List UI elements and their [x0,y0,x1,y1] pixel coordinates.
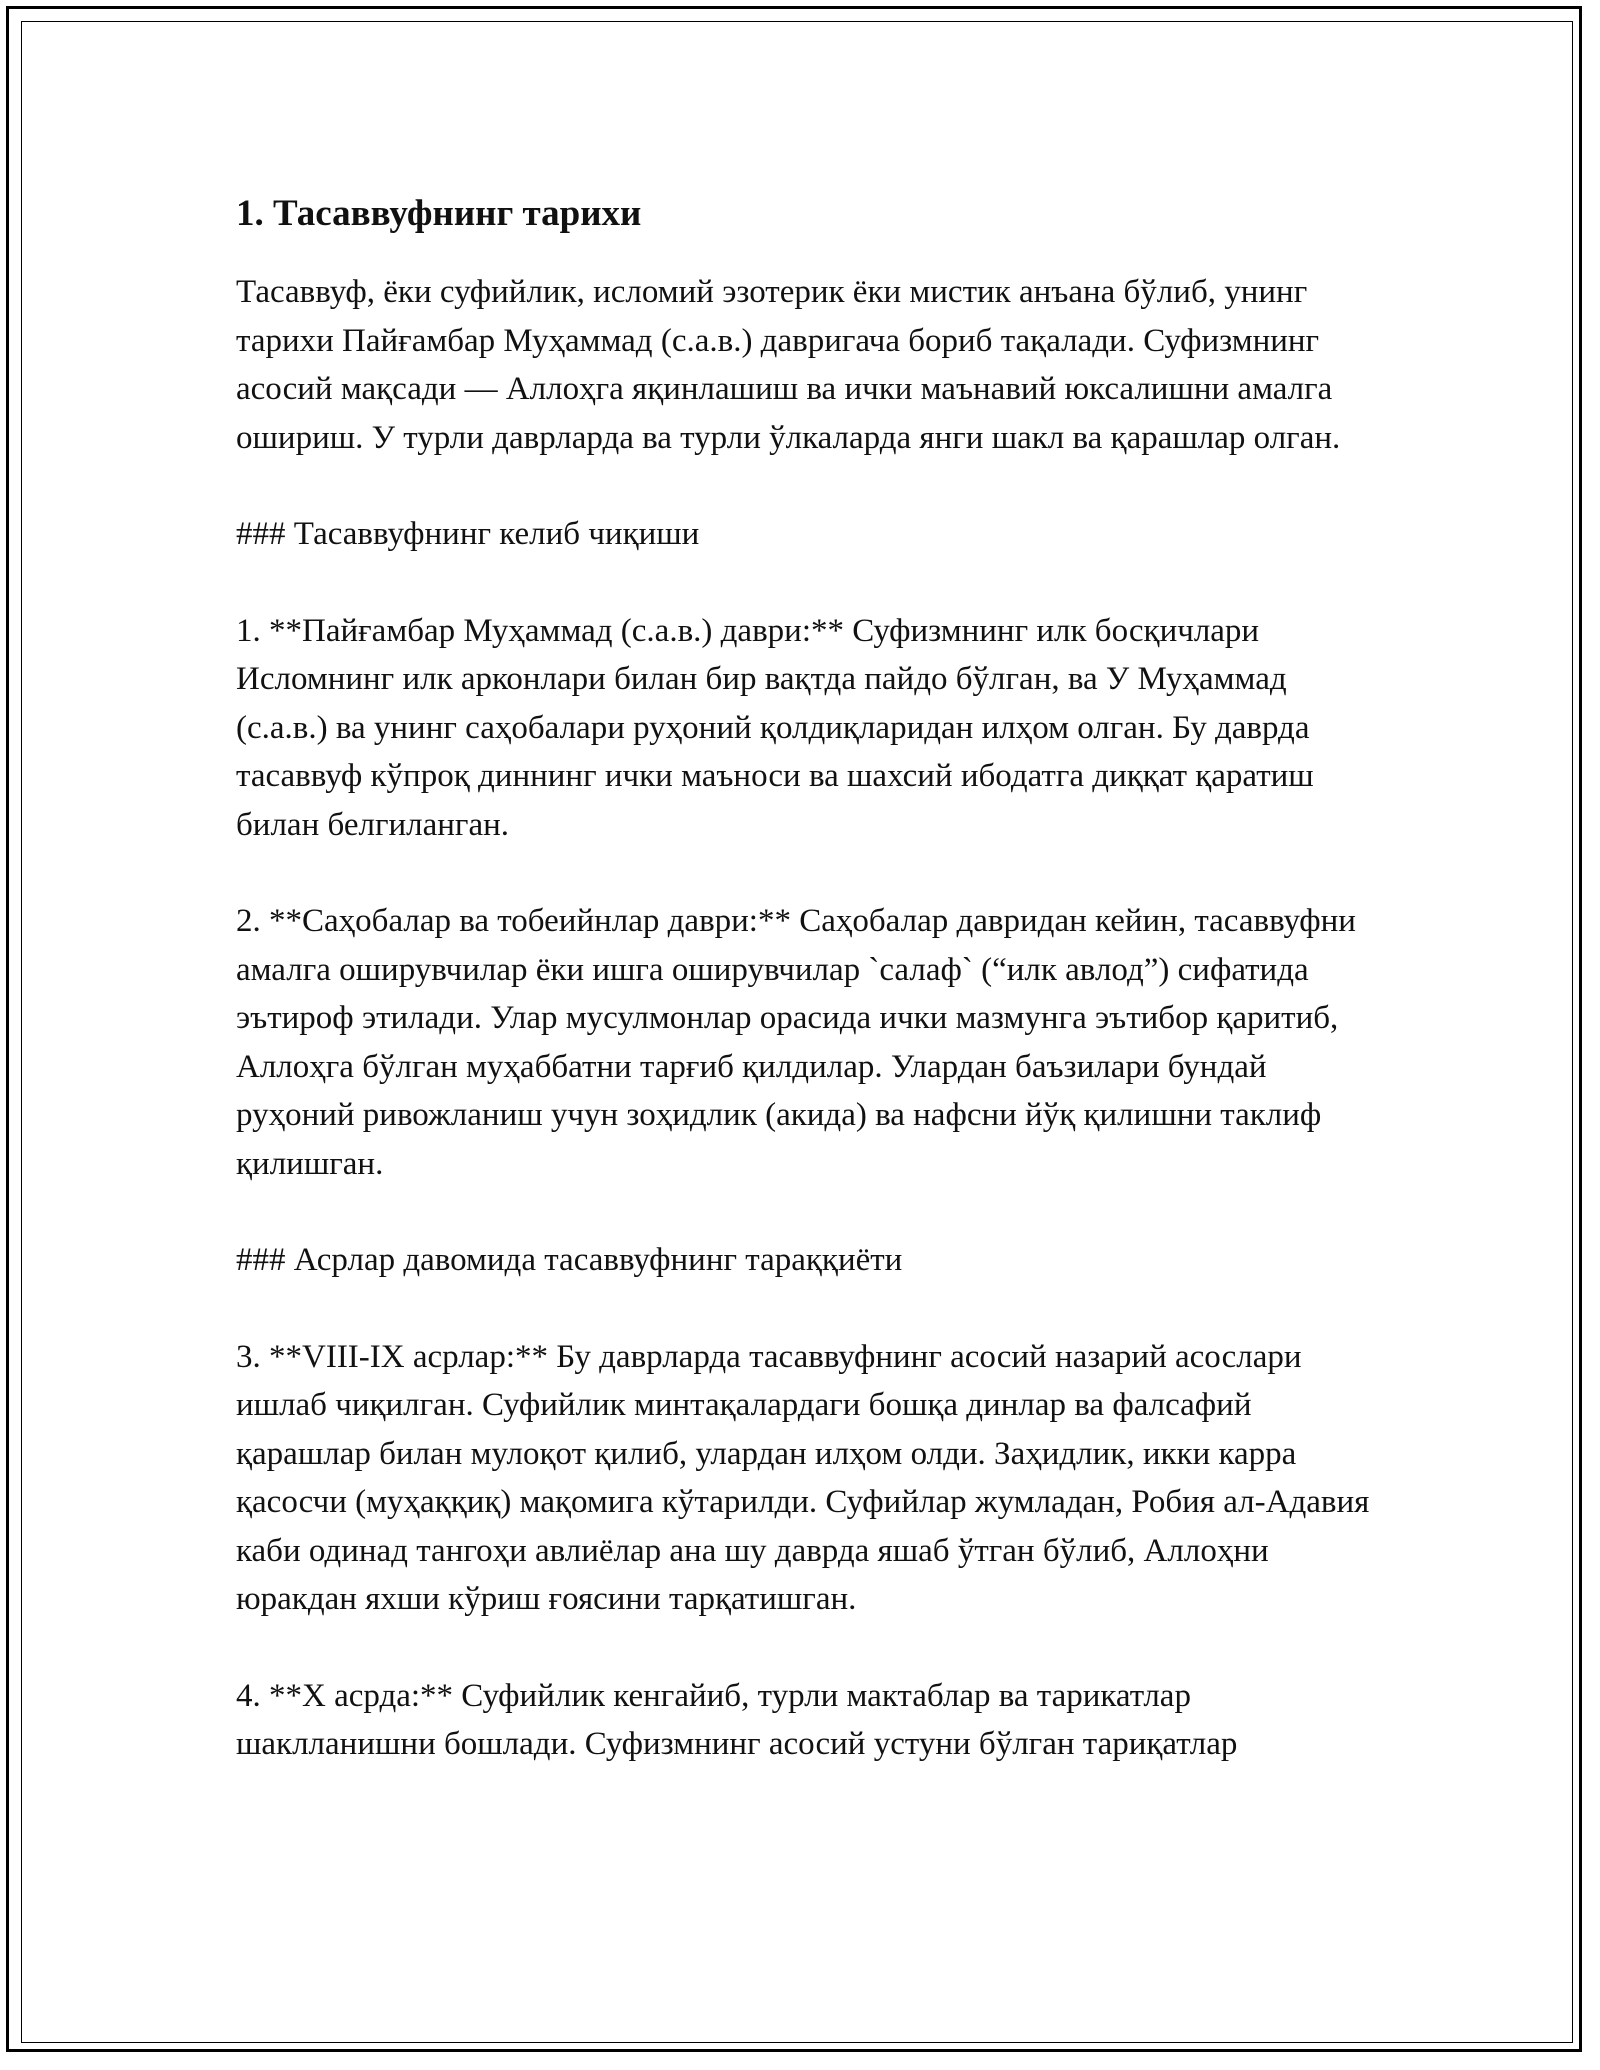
document-title: 1. Тасаввуфнинг тарихи [236,193,642,234]
list-item-1: 1. **Пайғамбар Муҳаммад (с.а.в.) даври:** Суфизмнинг илк босқичлари Исломнинг илк арконлари билан бир вақтда пайдо бўлган, ва У Муҳаммад (с.а.в.) ва унинг саҳобалари руҳоний қолдиқларидан илҳом олган. Бу даврда тасаввуф кўпроқ диннинг ички маъноси ва шахсий ибодатга диққат қаратиш билан белгиланган. [236,612,1314,843]
paragraph-gap [236,1285,1376,1333]
list-item-4: 4. **X асрда:** Суфийлик кенгайиб, турли мактаблар ва тарикатлар шаклланишни бошлади. Суфизмнинг асосий устуни бўлган тариқатлар [236,1677,1238,1762]
document-body [236,186,1376,1769]
paragraph-gap [236,559,1376,607]
paragraph-gap [236,1188,1376,1236]
paragraph-gap [236,849,1376,897]
section-heading-development: ### Асрлар давомида тасаввуфнинг тараққиёти [236,1242,903,1278]
list-item-2: 2. **Саҳобалар ва тобеийнлар даври:** Саҳобалар давридан кейин, тасаввуфни амалга оширувчилар ёки ишга оширувчилар `салаф` (“илк авлод”) сифатида эътироф этилади. Улар мусулмонлар орасида ички мазмунга эътибор қаритиб, Аллоҳга бўлган муҳаббатни тарғиб қилдилар. Улардан баъзилари бундай руҳоний ривожланиш учун зоҳидлик (акида) ва нафсни йўқ қилишни таклиф қилишган. [236,903,1356,1182]
list-item-3: 3. **VIII-IX асрлар:** Бу даврларда тасаввуфнинг асосий назарий асослари ишлаб чиқилган. Суфийлик минтақалардаги бошқа динлар ва фалсафий қарашлар билан мулоқот қилиб, улардан илҳом олди. Заҳидлик, икки карра қасосчи (муҳаққиқ) мақомига кўтарилди. Суфийлар жумладан, Робия ал-Адавия каби одинад тангоҳи авлиёлар ана шу даврда яшаб ўтган бўлиб, Аллоҳни юракдан яхши кўриш ғоясини тарқатишган. [236,1338,1370,1617]
intro-paragraph: Тасаввуф, ёки суфийлик, исломий эзотерик ёки мистик анъана бўлиб, унинг тарихи Пайғамбар Муҳаммад (с.а.в.) давригача бориб тақалади. Суфизмнинг асосий мақсади — Аллоҳга яқинлашиш ва ички маънавий юксалишни амалга ошириш. У турли даврларда ва турли ўлкаларда янги шакл ва қарашлар олган. [236,274,1341,456]
paragraph-gap [236,462,1376,510]
paragraph-gap [236,1624,1376,1672]
section-heading-origins: ### Тасаввуфнинг келиб чиқиши [236,516,700,552]
